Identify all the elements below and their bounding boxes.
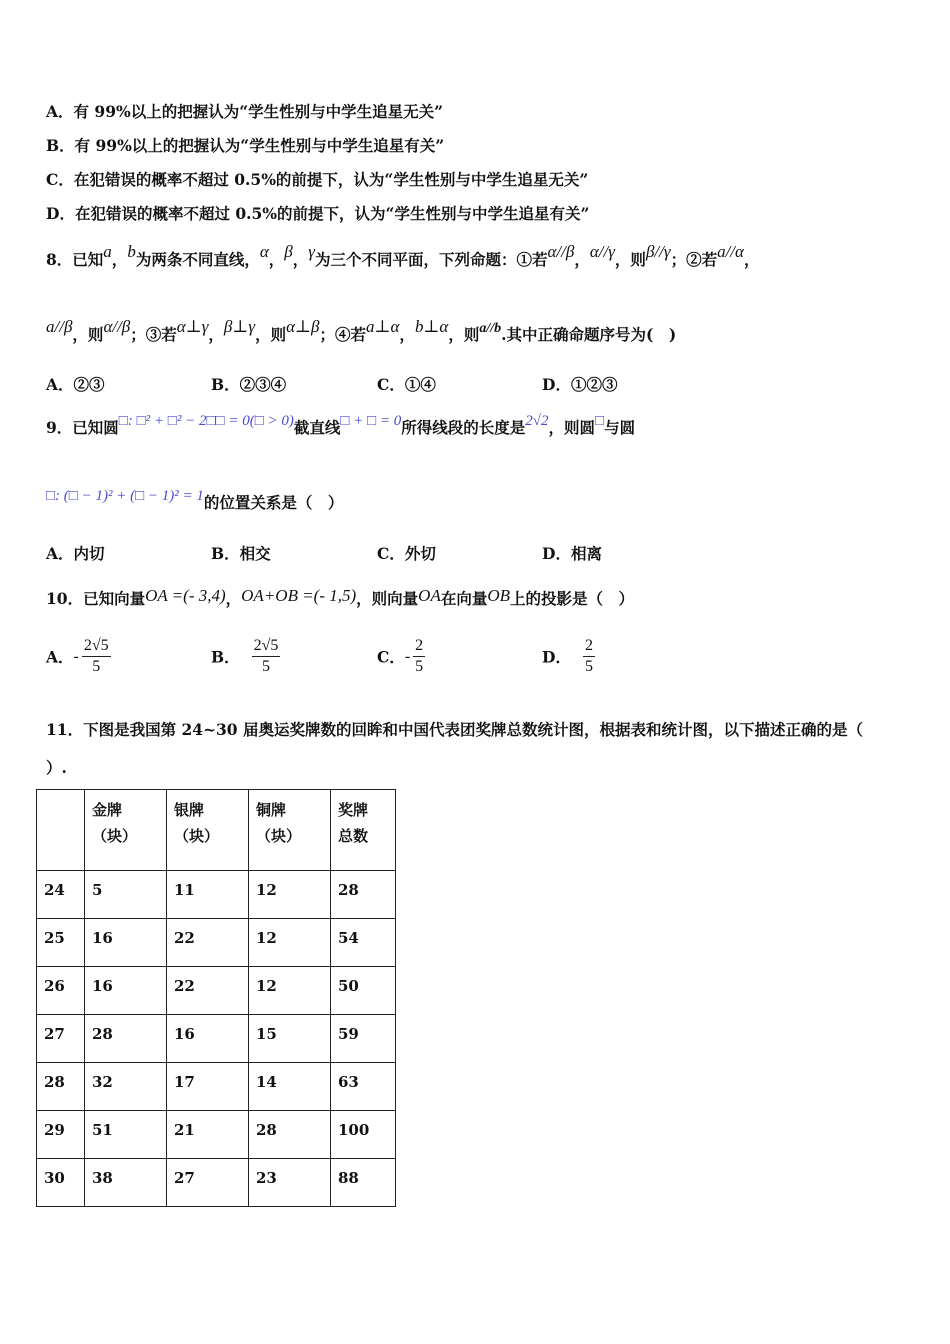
q7-option-c: C．在犯错误的概率不超过 0.5%的前提下，认为“学生性别与中学生追星无关” — [46, 170, 589, 189]
q10-option-c: C．- $\frac{2}{5}$ — [377, 637, 424, 675]
table-cell: 14 — [249, 1063, 331, 1111]
table-header-row — [37, 790, 396, 871]
header-cell: 铜牌 （块） — [249, 790, 331, 871]
table-row — [37, 1063, 396, 1111]
q7-option-b: B．有 99%以上的把握认为“学生性别与中学生追星有关” — [46, 136, 445, 155]
table-cell: 29 — [37, 1111, 85, 1159]
table-cell: 12 — [249, 919, 331, 967]
table-cell: 30 — [37, 1159, 85, 1207]
table-row — [37, 1015, 396, 1063]
q8-option-a: A．②③ — [46, 375, 105, 394]
table-cell: 16 — [85, 919, 167, 967]
q10-option-b: B． $\frac{2√5}{5}$ — [211, 637, 279, 675]
header-cell: 银牌 （块） — [167, 790, 249, 871]
table-cell: 28 — [249, 1111, 331, 1159]
table-cell: 26 — [37, 967, 85, 1015]
q7-option-d: D．在犯错误的概率不超过 0.5%的前提下，认为“学生性别与中学生追星有关” — [46, 204, 590, 223]
q9-line-equation: □ + □ = 0 — [340, 413, 402, 429]
table-cell: 28 — [331, 871, 396, 919]
table-cell: 59 — [331, 1015, 396, 1063]
q9-option-a: A．内切 — [46, 544, 105, 563]
q7-option-a: A．有 99%以上的把握认为“学生性别与中学生追星无关” — [46, 102, 444, 121]
table-cell: 28 — [37, 1063, 85, 1111]
q10-option-d: D． $\frac{2}{5}$ — [542, 637, 593, 675]
q8-stem-line1: 8．已知a，b为两条不同直线，α，β，γ为三个不同平面，下列命题：①若α//β，α//γ，则β//γ；②若a//α， — [46, 242, 760, 269]
table-cell: 100 — [331, 1111, 396, 1159]
table-row — [37, 871, 396, 919]
table-row — [37, 967, 396, 1015]
q9-option-b: B．相交 — [211, 544, 271, 563]
table-cell: 21 — [167, 1111, 249, 1159]
table-row — [37, 1111, 396, 1159]
table-row — [37, 919, 396, 967]
table-cell: 27 — [37, 1015, 85, 1063]
q9-option-c: C．外切 — [377, 544, 436, 563]
table-cell: 15 — [249, 1015, 331, 1063]
table-cell: 12 — [249, 871, 331, 919]
q9-option-d: D．相离 — [542, 544, 602, 563]
table-cell: 22 — [167, 919, 249, 967]
header-cell — [37, 790, 85, 871]
q10-option-a: A．- $\frac{2√5}{5}$ — [46, 637, 109, 675]
table-cell: 5 — [85, 871, 167, 919]
table-cell: 16 — [167, 1015, 249, 1063]
q8-option-b: B．②③④ — [211, 375, 287, 394]
table-cell: 27 — [167, 1159, 249, 1207]
medal-table — [36, 789, 396, 1207]
table-cell: 51 — [85, 1111, 167, 1159]
table-cell: 25 — [37, 919, 85, 967]
table-cell: 54 — [331, 919, 396, 967]
table-cell: 23 — [249, 1159, 331, 1207]
q8-stem-line2: a//β，则α//β；③若α⊥γ，β⊥γ，则α⊥β；④若a⊥α，b⊥α，则a//b.其中正确命题序号为( ) — [46, 317, 677, 344]
q8-option-d: D．①②③ — [542, 375, 618, 394]
table-cell: 24 — [37, 871, 85, 919]
header-cell: 奖牌 总数 — [331, 790, 396, 871]
q10-stem: 10．已知向量OA =(- 3,4)，OA+OB =(- 1,5)，则向量OA在向量OB上的投影是（ ） — [46, 586, 635, 608]
table-cell: 22 — [167, 967, 249, 1015]
table-cell: 17 — [167, 1063, 249, 1111]
table-cell: 50 — [331, 967, 396, 1015]
q11-stem-line1: 11．下图是我国第 24~30 届奥运奖牌数的回眸和中国代表团奖牌总数统计图，根据表和统计图，以下描述正确的是（ — [46, 720, 863, 739]
table-cell: 11 — [167, 871, 249, 919]
table-cell: 32 — [85, 1063, 167, 1111]
q9-stem-line2: □: (□ − 1)² + (□ − 1)² = 1的位置关系是（ ） — [46, 488, 344, 512]
table-row — [37, 1159, 396, 1207]
table-cell: 16 — [85, 967, 167, 1015]
table-cell: 63 — [331, 1063, 396, 1111]
header-cell: 金牌 （块） — [85, 790, 167, 871]
table-cell: 88 — [331, 1159, 396, 1207]
table-cell: 38 — [85, 1159, 167, 1207]
table-cell: 12 — [249, 967, 331, 1015]
table-cell: 28 — [85, 1015, 167, 1063]
q8-option-c: C．①④ — [377, 375, 436, 394]
q11-stem-line2: ）. — [46, 758, 67, 777]
q9-circle2-equation: □: (□ − 1)² + (□ − 1)² = 1 — [46, 488, 204, 504]
q9-circle-equation: □: □² + □² − 2□□ = 0(□ > 0) — [118, 413, 294, 429]
q9-stem-line1: 9．已知圆□: □² + □² − 2□□ = 0(□ > 0)截直线□ + □ = 0所得线段的长度是2√2，则圆□与圆 — [46, 413, 636, 437]
